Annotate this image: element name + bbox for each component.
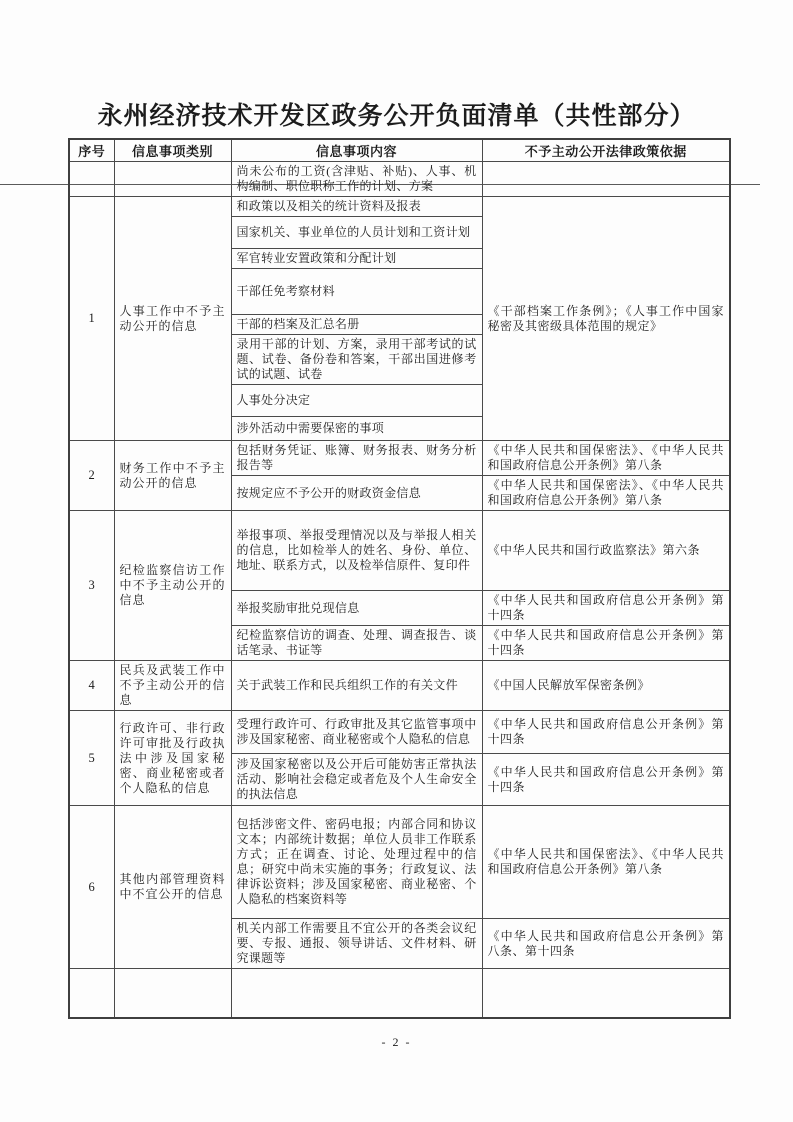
content-cell: 国家机关、事业单位的人员计划和工资计划 (231, 217, 482, 249)
empty-cell (231, 969, 482, 1018)
category-cell (114, 162, 231, 197)
col-header-seq: 序号 (69, 139, 114, 162)
seq-cell: 4 (69, 661, 114, 711)
category-cell: 其他内部管理资料中不宜公开的信息 (114, 806, 231, 969)
empty-cell (114, 969, 231, 1018)
page-number: - 2 - (381, 1035, 412, 1049)
carryover-row (69, 162, 730, 197)
seq-cell: 6 (69, 806, 114, 969)
legal-basis-cell: 《中华人民共和国政府信息公开条例》第八条、第十四条 (482, 919, 730, 969)
legal-basis-cell: 《中华人民共和国保密法》、《中华人民共和国政府信息公开条例》第八条 (482, 806, 730, 919)
legal-basis-cell: 《中华人民共和国政府信息公开条例》第十四条 (482, 591, 730, 626)
content-cell: 涉外活动中需要保密的事项 (231, 417, 482, 441)
legal-basis-cell: 《中华人民共和国保密法》、《中华人民共和国政府信息公开条例》第八条 (482, 476, 730, 511)
table-row (69, 197, 730, 217)
empty-cell (69, 969, 114, 1018)
col-header-legal-basis: 不予主动公开法律政策依据 (482, 139, 730, 162)
table-row (69, 441, 730, 476)
content-cell: 举报奖励审批兑现信息 (231, 591, 482, 626)
category-cell: 纪检监察信访工作中不予主动公开的信息 (114, 511, 231, 661)
legal-basis-cell: 《中华人民共和国政府信息公开条例》第十四条 (482, 711, 730, 754)
content-cell: 干部的档案及汇总名册 (231, 315, 482, 335)
content-cell: 尚未公布的工资(含津贴、补贴)、人事、机构编制、职位职称工作的计划、方案 (231, 162, 482, 197)
seq-cell: 3 (69, 511, 114, 661)
empty-row (69, 969, 730, 1018)
col-header-content: 信息事项内容 (231, 139, 482, 162)
seq-cell: 5 (69, 711, 114, 806)
content-cell: 包括涉密文件、密码电报；内部合同和协议文本；内部统计数据；单位人员非工作联系方式；正在调查、讨论、处理过程中的信息；研究中尚未实施的事务；行政复议、法律诉讼资料；涉及国家秘密、商业秘密、个人隐私的档案资料等 (231, 806, 482, 919)
legal-basis-cell: 《中华人民共和国保密法》、《中华人民共和国政府信息公开条例》第八条 (482, 441, 730, 476)
content-cell: 举报事项、举报受理情况以及与举报人相关的信息，比如检举人的姓名、身份、单位、地址、联系方式，以及检举信原件、复印件 (231, 511, 482, 591)
content-cell: 和政策以及相关的统计资料及报表 (231, 197, 482, 217)
header-row (69, 139, 730, 162)
table-row (69, 511, 730, 591)
content-cell: 军官转业安置政策和分配计划 (231, 249, 482, 269)
seq-cell: 2 (69, 441, 114, 511)
category-cell: 行政许可、非行政许可审批及行政执法中涉及国家秘密、商业秘密或者个人隐私的信息 (114, 711, 231, 806)
legal-basis-cell (482, 162, 730, 197)
legal-basis-cell: 《中国人民解放军保密条例》 (482, 661, 730, 711)
content-cell: 干部任免考察材料 (231, 269, 482, 315)
category-cell: 财务工作中不予主动公开的信息 (114, 441, 231, 511)
col-header-category: 信息事项类别 (114, 139, 231, 162)
content-cell: 纪检监察信访的调查、处理、调查报告、谈话笔录、书证等 (231, 626, 482, 661)
category-cell: 人事工作中不予主动公开的信息 (114, 197, 231, 441)
seq-cell (69, 162, 114, 197)
content-cell: 按规定应不予公开的财政资金信息 (231, 476, 482, 511)
legal-basis-cell: 《干部档案工作条例》；《人事工作中国家秘密及其密级具体范围的规定》 (482, 197, 730, 441)
table-row (69, 806, 730, 919)
table-row (69, 711, 730, 754)
empty-cell (482, 969, 730, 1018)
content-cell: 受理行政许可、行政审批及其它监管事项中涉及国家秘密、商业秘密或个人隐私的信息 (231, 711, 482, 754)
legal-basis-cell: 《中华人民共和国政府信息公开条例》第十四条 (482, 754, 730, 806)
seq-cell: 1 (69, 197, 114, 441)
category-cell: 民兵及武装工作中不予主动公开的信息 (114, 661, 231, 711)
page-title: 永州经济技术开发区政务公开负面清单（共性部分） (97, 103, 696, 130)
content-cell: 机关内部工作需要且不宜公开的各类会议纪要、专报、通报、领导讲话、文件材料、研究课题等 (231, 919, 482, 969)
content-cell: 录用干部的计划、方案，录用干部考试的试题、试卷、备份卷和答案，干部出国进修考试的试题、试卷 (231, 335, 482, 385)
legal-basis-cell: 《中华人民共和国行政监察法》第六条 (482, 511, 730, 591)
negative-list-table (68, 138, 731, 1019)
table-row (69, 661, 730, 711)
content-cell: 人事处分决定 (231, 385, 482, 417)
legal-basis-cell: 《中华人民共和国政府信息公开条例》第十四条 (482, 626, 730, 661)
content-cell: 涉及国家秘密以及公开后可能妨害正常执法活动、影响社会稳定或者危及个人生命安全的执法信息 (231, 754, 482, 806)
content-cell: 关于武装工作和民兵组织工作的有关文件 (231, 661, 482, 711)
content-cell: 包括财务凭证、账簿、财务报表、财务分析报告等 (231, 441, 482, 476)
